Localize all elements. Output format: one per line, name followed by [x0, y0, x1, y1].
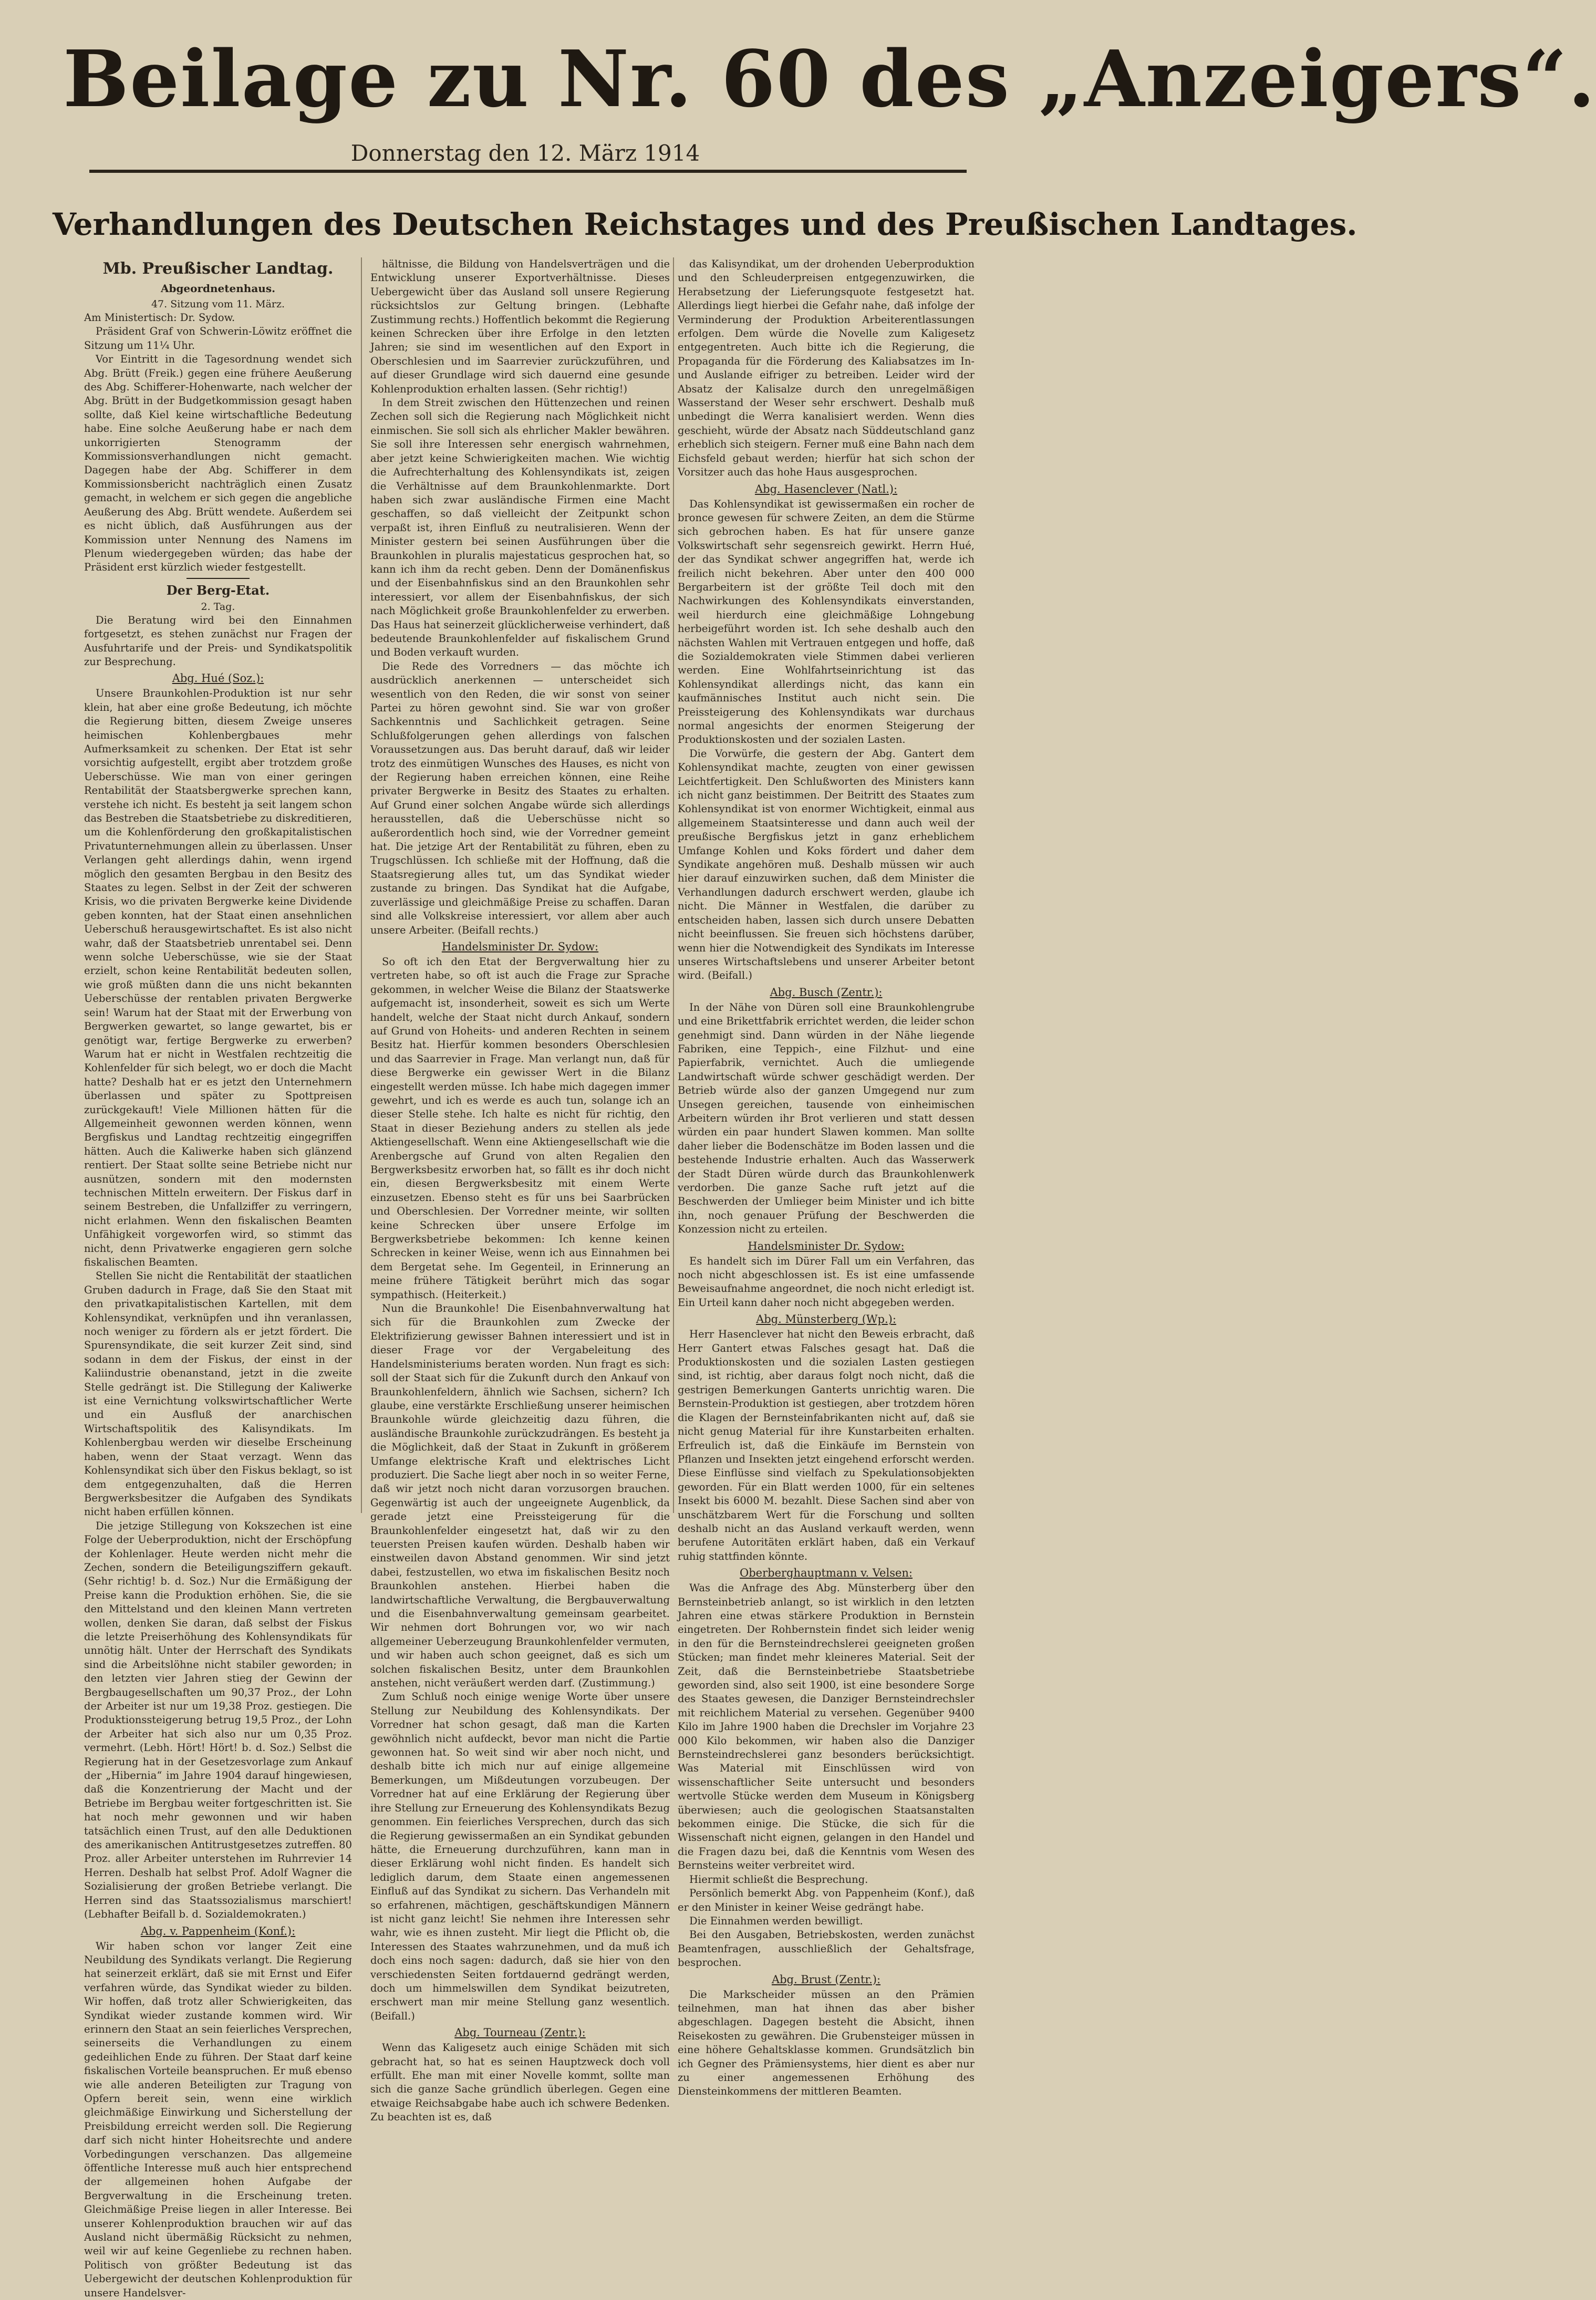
- col2-paragraphs: [370, 257, 670, 937]
- speaker-paragraphs: [84, 687, 352, 1921]
- column-rule: [361, 257, 362, 1513]
- paragraph: Die Vorwürfe, die gestern der Abg. Gantert dem Kohlensyndikat machte, zeugten von einer gewissen Leichtfertigkeit. Den Schlußworten des Ministers kann ich nicht ganz beistimmen. Der Beitritt des Staates zum Kohlensyndikat ist von enormer Wichtigkeit, einmal aus allgemeinem Staatsinteresse und dann auch weil der preußische Bergfiskus jetzt in ganz erheblichem Umfange Kohlen und Koks fördert und daher dem Syndikate angehören muß. Deshalb müssen wir auch hier darauf einzuwirken suchen, daß dem Minister die Verhandlungen dadurch erschwert werden, glaube ich nicht. Die Männer in Westfalen, die darüber zu entscheiden haben, lassen sich durch unsere Debatten nicht beeinflussen. Sie freuen sich höchstens darüber, wenn hier die Notwendigkeit des Syndikats im Interesse unseres Wirtschaftslebens und unserer Arbeiter betont wird. (Beifall.): [678, 747, 975, 983]
- minister-line: Am Ministertisch: Dr. Sydow.: [84, 311, 352, 325]
- paragraph: Vor Eintritt in die Tagesordnung wendet sich Abg. Brütt (Freik.) gegen eine frühere Aeußerung des Abg. Schifferer-Hohenwarte, nach welcher der Abg. Brütt in der Budgetkommission gesagt haben sollte, daß Kiel keine wirtschaftliche Bedeutung habe. Eine solche Aeußerung habe er nach dem unkorrigierten Stenogramm der Kommissionsverhandlungen nicht gemacht. Dagegen habe der Abg. Schifferer in dem Kommissionsbericht nachträglich einen Zusatz gemacht, in welchem er sich gegen die angebliche Aeußerung des Abg. Brütt wendete. Außerdem sei es nicht üblich, daß Ausführungen aus der Kommission unter Nennung des Namens im Plenum wiedergegeben würden; das habe der Präsident erst kürzlich wieder festgestellt.: [84, 353, 352, 575]
- column-1: [84, 257, 352, 1518]
- president-line: Präsident Graf von Schwerin-Löwitz eröffnet die Sitzung um 11¼ Uhr.: [84, 325, 352, 353]
- paragraph: So oft ich den Etat der Bergverwaltung hier zu vertreten habe, so oft ist auch die Frage zur Sprache gekommen, in welcher Weise die Bilanz der Staatswerke aufgemacht ist, insonderheit, soweit es sich um Werte handelt, welche der Staat nicht durch Ankauf, sondern auf Grund von Hoheits- und anderen Rechten in seinem Besitz hat. Hierfür kommen besonders Oberschlesien und das Saarrevier in Frage. Man verlangt nun, daß für diese Bergwerke ein gewisser Wert in die Bilanz eingestellt werden müsse. Ich habe mich dagegen immer gewehrt, und ich es werde es auch tun, solange ich an dieser Stelle stehe. Ich halte es nicht für richtig, den Staat in dieser Beziehung anders zu stellen als jede Aktiengesellschaft. Wenn eine Aktiengesellschaft wie die Arenbergsche auf Grund von alten Regalien den Bergwerksbesitz erworben hat, so fällt es ihr doch nicht ein, diesen Bergwerksbesitz mit einem Werte einzusetzen. Ebenso steht es für uns bei Saarbrücken und Oberschlesien. Der Vorredner meinte, wir sollten keine Schrecken über unsere Erfolge im Bergwerksbetriebe bekommen: Ich kenne keinen Schrecken in keiner Weise, wenn ich aus Einnahmen bei dem Bergetat sehe. Im Gegenteil, in Erinnerung an meine frühere Tätigkeit berührt mich das sogar sympathisch. (Heiterkeit.): [370, 955, 670, 1302]
- paragraph: Es handelt sich im Dürer Fall um ein Verfahren, das noch nicht abgeschlossen ist. Es ist eine umfassende Beweisaufnahme angeordnet, die noch nicht erledigt ist. Ein Urteil kann daher noch nicht abgegeben werden.: [678, 1255, 975, 1310]
- speaker-paragraphs: [678, 1001, 975, 1237]
- column-rule: [673, 257, 674, 1513]
- divider: [186, 578, 250, 579]
- column-2: [370, 257, 670, 1518]
- paragraph: Wir haben schon vor langer Zeit eine Neubildung des Syndikats verlangt. Die Regierung hat seinerzeit erklärt, daß sie mit Ernst und Eifer verfahren würde, das Syndikat wieder zu bilden. Wir hoffen, daß trotz aller Schwierigkeiten, das Syndikat wieder zustande kommen wird. Wir erinnern den Staat an sein feierliches Versprechen, seinerseits die Verhandlungen zu einem gedeihlichen Ende zu führen. Der Staat darf keine fiskalischen Vorteile beanspruchen. Er muß ebenso wie alle anderen Beteiligten zur Tragung von Opfern bereit sein, wenn eine wirklich gleichmäßige Einwirkung und Sicherstellung der Preisbildung erreicht werden soll. Die Regierung darf sich nicht hinter Hoheitsrechte und andere Vorbedingungen verschanzen. Das allgemeine öffentliche Interesse muß auch hier entsprechend der allgemeinen hohen Aufgabe der Bergverwaltung in die Erscheinung treten. Gleichmäßige Preise liegen in aller Interesse. Bei unserer Kohlenproduktion brauchen wir auf das Ausland nicht übermäßig Rücksicht zu nehmen, weil wir auf keine Gegenliebe zu rechnen haben. Politisch von größter Bedeutung ist das Uebergewicht der deutschen Kohlenproduktion für unsere Handelsver-: [84, 1940, 352, 2300]
- session-line: 47. Sitzung vom 11. März.: [84, 297, 352, 311]
- paragraph: Wenn das Kaligesetz auch einige Schäden mit sich gebracht hat, so hat es seinen Hauptzweck doch voll erfüllt. Ehe man mit einer Novelle kommt, sollte man sich die ganze Sache gründlich überlegen. Gegen eine etwaige Reichsabgabe habe auch ich schwere Bedenken. Zu beachten ist es, daß: [370, 2041, 670, 2124]
- paragraph: Hiermit schließt die Besprechung.: [678, 1873, 975, 1887]
- speaker-paragraphs: [678, 498, 975, 983]
- speaker-name: Handelsminister Dr. Sydow:: [678, 1239, 975, 1253]
- masthead: Beilage zu Nr. 60 des „Anzeigers“.: [63, 32, 967, 126]
- paragraph: Die Markscheider müssen an den Prämien teilnehmen, man hat ihnen das aber bisher abgeschlagen. Dagegen besteht die Absicht, ihnen Reisekosten zu gewähren. Die Grubensteiger müssen in eine höhere Gehaltsklasse kommen. Grundsätzlich bin ich Gegner des Prämiensystems, hier dient es aber nur zu einer angemessenen Erhöhung des Diensteinkommens der mittleren Beamten.: [678, 1988, 975, 2099]
- speaker-name: Abg. Brust (Zentr.):: [678, 1972, 975, 1987]
- dateline: Donnerstag den 12. März 1914: [0, 139, 1051, 168]
- etat-heading: Der Berg-Etat.: [84, 582, 352, 599]
- paragraph: Das Kohlensyndikat ist gewissermaßen ein rocher de bronce gewesen für schwere Zeiten, an dem die Stürme sich gebrochen haben. Es hat für unsere ganze Volkswirtschaft sehr segensreich gewirkt. Herrn Hué, der das Syndikat schwer angegriffen hat, werde ich freilich nicht bekehren. Aber unter den 400 000 Bergarbeitern ist der größte Teil doch mit den Nachwirkungen des Kohlensyndikats einverstanden, weil hierdurch eine gleichmäßige Lohngebung herbeigeführt worden ist. Ich sehe deshalb auch den nächsten Wahlen mit Vertrauen entgegen und hoffe, daß die Sozialdemokraten viele Stimmen dabei verlieren werden. Eine Wohlfahrtseinrichtung ist das Kohlensyndikat allerdings nicht, das kann ein kaufmännisches Institut auch nicht sein. Die Preissteigerung des Kohlensyndikats war durchaus normal angesichts der enormen Steigerung der Produktionskosten und der sozialen Lasten.: [678, 498, 975, 747]
- section-title: Verhandlungen des Deutschen Reichstages und des Preußischen Landtages.: [53, 202, 998, 246]
- speaker-paragraphs: [678, 1255, 975, 1310]
- paragraph: Was die Anfrage des Abg. Münsterberg über den Bernsteinbetrieb anlangt, so ist wirklich in den letzten Jahren eine etwas stärkere Produktion in Bernstein eingetreten. Der Rohbernstein findet sich leider wenig in den für die Bernsteindrechslerei geeigneten großen Stücken; man findet mehr kleineres Material. Seit der Zeit, daß die Bernsteinbetriebe Staatsbetriebe geworden sind, also seit 1900, ist eine besondere Sorge des Staates gewesen, die Danziger Bernsteindrechsler mit reichlichem Material zu versehen. Gegenüber 9400 Kilo im Jahre 1900 haben die Drechsler im Vorjahre 23 000 Kilo bekommen, wir haben also die Danziger Bernsteindrechslerei ganz besonders berücksichtigt. Was Material mit Einschlüssen wird von wissenschaftlicher Seite untersucht und besonders wertvolle Stücke werden dem Museum in Königsberg überwiesen; auch die geologischen Staatsanstalten bekommen einige. Die Stücke, die sich für die Wissenschaft nicht eignen, gelangen in den Handel und die Fragen dazu bei, daß die Kenntnis vom Wesen des Bernsteins weiter verbreitet wird.: [678, 1581, 975, 1873]
- column-3: [678, 257, 975, 1518]
- speaker-paragraphs: [678, 1328, 975, 1563]
- landtag-heading: Mb. Preußischer Landtag.: [84, 258, 352, 279]
- paragraph: Stellen Sie nicht die Rentabilität der staatlichen Gruben dadurch in Frage, daß Sie den Staat mit den privatkapitalistischen Kartellen, mit dem Kohlensyndikat, verknüpfen und ihn veranlassen, noch weniger zu fördern als er jetzt fördert. Die Spurensyndikate, die seit kurzer Zeit sind, sind sodann in dem der Fiskus, der einst in der Kaliindustrie obenanstand, jetzt in die zweite Stelle gedrängt ist. Die Stillegung der Kaliwerke ist eine Vernichtung volkswirtschaftlicher Werte und ein Ausfluß der anarchischen Wirtschaftspolitik des Kalisyndikats. Im Kohlenbergbau werden wir dieselbe Erscheinung haben, wenn der Staat verzagt. Wenn das Kohlensyndikat sich über den Fiskus beklagt, so ist dem entgegenzuhalten, daß die Herren Bergwerksbesitzer die Aufgaben des Syndikats nicht haben erfüllen können.: [84, 1269, 352, 1519]
- speaker-name: Abg. Münsterberg (Wp.):: [678, 1312, 975, 1327]
- header-rule: [89, 170, 967, 173]
- paragraph: Die Rede des Vorredners — das möchte ich ausdrücklich anerkennen — unterscheidet sich wesentlich von den Reden, die wir sonst von seiner Partei zu hören gewohnt sind. Sie war von großer Sachkenntnis und Sachlichkeit getragen. Seine Schlußfolgerungen gehen allerdings von falschen Voraussetzungen aus. Das beruht darauf, daß wir leider trotz des einmütigen Wunsches des Hauses, es nicht von der Regierung haben erreichen können, eine Reihe privater Bergwerke in Besitz des Staates zu erhalten. Auf Grund einer solchen Angabe würde sich allerdings herausstellen, daß die Ueberschüsse nicht so außerordentlich hoch sind, wie der Vorredner gemeint hat. Die jetzige Art der Rentabilität zu führen, eben zu Trugschlüssen. Ich schließe mit der Hoffnung, daß die Staatsregierung alles tut, um das Syndikat wieder zustande zu bringen. Das Syndikat hat die Aufgabe, zuverlässige und gleichmäßige Preise zu schaffen. Daran sind alle Volkskreise interessiert, vor allem aber auch unsere Arbeiter. (Beifall rechts.): [370, 660, 670, 937]
- paragraph: Nun die Braunkohle! Die Eisenbahnverwaltung hat sich für die Braunkohlen zum Zwecke der Elektrifizierung gewisser Bahnen interessiert und ist in dieser Frage vor der Vergabeleitung des Handelsministeriums beraten worden. Nun fragt es sich: soll der Staat sich für die Zukunft durch den Ankauf von Braunkohlenfeldern, ähnlich wie Sachsen, sichern? Ich glaube, eine verstärkte Erschließung unserer heimischen Braunkohle würde gleichzeitig dazu führen, die ausländische Braunkohle zurückzudrängen. Es besteht ja die Möglichkeit, daß der Staat in Zukunft in größerem Umfange elektrische Kraft und elektrisches Licht produziert. Die Sache liegt aber noch in so weiter Ferne, daß wir jetzt noch nicht daran vorzusorgen brauchen. Gegenwärtig ist auch der ungeeignete Augenblick, da gerade jetzt eine Preissteigerung für die Braunkohlenfelder eingesetzt hat, daß wir zu den teuersten Preisen kaufen würden. Deshalb haben wir einstweilen davon Abstand genommen. Wir sind jetzt dabei, festzustellen, wo etwa im fiskalischen Besitz noch Braunkohlen anstehen. Hierbei haben die landwirtschaftliche Verwaltung, die Bergbauverwaltung und die Eisenbahnverwaltung gemeinsam gearbeitet. Wir nehmen dort Bohrungen vor, wo wir nach allgemeiner Ueberzeugung Braunkohlenfelder vermuten, und wir haben auch schon geeignet, daß es sich um solchen fiskalischen Besitz, unter dem Braunkohlen anstehen, nicht veräußert werden darf. (Zustimmung.): [370, 1302, 670, 1690]
- speaker-paragraphs: [678, 1581, 975, 1970]
- speaker-name: Oberberghauptmann v. Velsen:: [678, 1566, 975, 1580]
- newspaper-page: [0, 0, 1051, 1535]
- paragraph: Die jetzige Stillegung von Kokszechen ist eine Folge der Ueberproduktion, nicht der Erschöpfung der Kohlenlager. Heute werden nicht mehr die Zechen, sondern die Beteiligungsziffern gekauft. (Sehr richtig! b. d. Soz.) Nur die Ermäßigung der Preise kann die Produktion erhöhen. Sie, die sie den Mittelstand und den kleinen Mann vertreten wollen, denken Sie daran, daß selbst der Fiskus die letzte Preiserhöhung des Kohlensyndikats für unnötig hält. Unter der Herrschaft des Syndikats sind die Arbeitslöhne nicht stabiler geworden; in den letzten vier Jahren stieg der Gewinn der Bergbaugesellschaften um 90,37 Proz., der Lohn der Arbeiter ist nur um 19,38 Proz. gestiegen. Die Produktionssteigerung betrug 19,5 Proz., der Lohn der Arbeiter hat sich also nur um 0,35 Proz. vermehrt. (Lebh. Hört! Hört! b. d. Soz.) Selbst die Regierung hat in der Gesetzesvorlage zum Ankauf der „Hibernia“ im Jahre 1904 darauf hingewiesen, daß die Konzentrierung der Macht und der Betriebe im Bergbau weiter fortgeschritten ist. Sie hat noch mehr gewonnen und wir haben tatsächlich einen Trust, auf den alle Deduktionen des amerikanischen Antitrustgesetzes zutreffen. 80 Proz. aller Arbeiter unterstehen im Ruhrrevier 14 Herren. Deshalb hat selbst Prof. Adolf Wagner die Sozialisierung der großen Betriebe verlangt. Die Herren sind das Staatssozialismus marschiert! (Lebhafter Beifall b. d. Sozialdemokraten.): [84, 1519, 352, 1922]
- paragraph: Unsere Braunkohlen-Produktion ist nur sehr klein, hat aber eine große Bedeutung, ich möchte die Regierung bitten, diesem Zweige unseres heimischen Kohlenbergbaues mehr Aufmerksamkeit zu schenken. Der Etat ist sehr vorsichtig aufgestellt, ergibt aber trotzdem große Ueberschüsse. Wie man von einer geringen Rentabilität der Staatsbergwerke sprechen kann, verstehe ich nicht. Es besteht ja seit langem schon das Bestreben die Staatsbetriebe zu diskreditieren, um die Kohlenförderung den großkapitalistischen Privatunternehmungen allein zu überlassen. Unser Verlangen geht allerdings dahin, wenn irgend möglich den gesamten Bergbau in den Besitz des Staates zu legen. Selbst in der Zeit der schweren Krisis, wo die privaten Bergwerke keine Dividende geben konnten, hat der Staat einen ansehnlichen Ueberschuß herausgewirtschaftet. Es ist also nicht wahr, daß der Staatsbetrieb unrentabel sei. Denn wenn solche Ueberschüsse, wie sie der Staat erzielt, schon keine Rentabilität bedeuten sollen, wie groß müßten dann die uns nicht bekannten Ueberschüsse der rentablen privaten Bergwerke sein! Warum hat der Staat mit der Erwerbung von Bergwerken gewartet, so lange gewartet, bis er genötigt war, fertige Bergwerke zu erwerben? Warum hat er nicht in Westfalen rechtzeitig die Kohlenfelder für sich belegt, wo er doch die Macht hatte? Deshalb hat er es jetzt den Unternehmern überlassen und später zu Spottpreisen zurückgekauft! Viele Millionen hätten für die Allgemeinheit gewonnen werden können, wenn Bergfiskus und Landtag rechtzeitig eingegriffen hätten. Auch die Kaliwerke haben sich glänzend rentiert. Der Staat sollte seine Betriebe nicht nur ausnützen, sondern mit den modernsten technischen Mitteln erweitern. Der Fiskus darf in seinem Bestreben, die Unfallziffer zu verringern, nicht erlahmen. Wenn den fiskalischen Beamten Unfähigkeit vorgeworfen wird, so stimmt das nicht, denn Privatwerke engagieren gern solche fiskalischen Beamten.: [84, 687, 352, 1269]
- paragraph: In dem Streit zwischen den Hüttenzechen und reinen Zechen soll sich die Regierung nach Möglichkeit nicht einmischen. Sie soll sich als ehrlicher Makler bewähren. Sie soll ihre Interessen sehr energisch wahrnehmen, aber jetzt keine Schwierigkeiten machen. Wie wichtig die Aufrechterhaltung des Kohlensyndikats ist, zeigen die Verhältnisse auf dem Braunkohlenmarkte. Dort haben sich zwar ausländische Firmen eine Macht geschaffen, so daß vielleicht der Zeitpunkt schon verpaßt ist, ihren Einfluß zu neutralisieren. Wenn der Minister gestern bei seinen Ausführungen über die Braunkohlen in pluralis majestaticus gesprochen hat, so kann ich ihm da recht geben. Denn der Domänenfiskus und der Eisenbahnfiskus sind an den Braunkohlen sehr interessiert, vor allem der Eisenbahnfiskus, der sich nach Möglichkeit große Braunkohlenfelder zu erwerben. Das Haus hat seinerzeit glücklicherweise verhindert, daß bedeutende Braunkohlenfelder auf fiskalischem Grund und Boden verkauft wurden.: [370, 396, 670, 660]
- speaker-paragraphs: [370, 2041, 670, 2124]
- paragraph: das Kalisyndikat, um der drohenden Ueberproduktion und den Schleuderpreisen entgegenzuwirken, die Herabsetzung der Lieferungsquote festgesetzt hat. Allerdings liegt hierbei die Gefahr nahe, daß infolge der Verminderung der Produktion Arbeiterentlassungen erfolgen. Dem würde die Novelle zum Kaligesetz entgegentreten. Auch bitte ich die Regierung, die Propaganda für die Förderung des Kaliabsatzes im In- und Auslande eifriger zu betreiben. Leider wird der Absatz der Kalisalze durch den unregelmäßigen Wasserstand der Weser sehr erschwert. Deshalb muß unbedingt die Werra kanalisiert werden. Wenn dies geschieht, würde der Absatz nach Süddeutschland ganz erheblich sich steigern. Ferner muß eine Bahn nach dem Eichsfeld gebaut werden; hierfür hat sich schon der Vorsitzer auch das hohe Haus ausgesprochen.: [678, 257, 975, 480]
- col1-paragraphs: [84, 353, 352, 575]
- speaker-paragraphs: [678, 1988, 975, 2099]
- col3-paragraphs: [678, 257, 975, 480]
- speaker-paragraphs: [370, 955, 670, 2023]
- paragraph: In der Nähe von Düren soll eine Braunkohlengrube und eine Brikettfabrik errichtet werden, die leider schon genehmigt sind. Dann würden in der Nähe liegende Fabriken, eine Teppich-, eine Filzhut- und eine Papierfabrik, vernichtet. Auch die umliegende Landwirtschaft würde schwer geschädigt werden. Der Betrieb würde also der ganzen Umgegend nur zum Unsegen gereichen, tausende von einheimischen Arbeitern würden ihr Brot verlieren und statt dessen würden ein paar hundert Slawen kommen. Man sollte daher lieber die Bodenschätze im Boden lassen und die bestehende Industrie erhalten. Auch das Wasserwerk der Stadt Düren würde durch das Braunkohlenwerk verdorben. Die ganze Sache ruft jetzt auf die Beschwerden der Umlieger beim Minister und ich bitte ihn, noch genauer Prüfung der Beschwerden die Konzession nicht zu erteilen.: [678, 1001, 975, 1237]
- subheading: Abgeordnetenhaus.: [84, 282, 352, 295]
- etat-intro: Die Beratung wird bei den Einnahmen fortgesetzt, es stehen zunächst nur Fragen der Ausfuhrtarife und der Preis- und Syndikatspolitik zur Besprechung.: [84, 614, 352, 669]
- paragraph: hältnisse, die Bildung von Handelsverträgen und die Entwicklung unserer Exportverhältnisse. Dieses Uebergewicht über das Ausland soll unsere Regierung rücksichtslos zur Geltung bringen. (Lebhafte Zustimmung rechts.) Hoffentlich bekommt die Regierung keinen Schrecken über ihre Erfolge in den letzten Jahren; sie sind im wesentlichen auf den Export in Oberschlesien und im Saarrevier zurückzuführen, und auf dieser Grundlage wird sich dauernd eine gesunde Kohlenproduktion erhalten lassen. (Sehr richtig!): [370, 257, 670, 396]
- speaker-name: Abg. v. Pappenheim (Konf.):: [84, 1924, 352, 1939]
- etat-day: 2. Tag.: [84, 600, 352, 614]
- speaker-name: Abg. Hasenclever (Natl.):: [678, 482, 975, 496]
- paragraph: Zum Schluß noch einige wenige Worte über unsere Stellung zur Neubildung des Kohlensyndikats. Der Vorredner hat schon gesagt, daß man die Karten gewöhnlich nicht aufdeckt, bevor man nicht die Partie gewonnen hat. So weit sind wir aber noch nicht, und deshalb bitte ich mich nur auf einige allgemeine Bemerkungen, um Mißdeutungen vorzubeugen. Der Vorredner hat auf eine Erklärung der Regierung über ihre Stellung zur Erneuerung des Kohlensyndikats Bezug genommen. Ein feierliches Versprechen, durch das sich die Regierung gewissermaßen an ein Syndikat gebunden hätte, die Erneuerung durchzuführen, kann man in dieser Erklärung wohl nicht finden. Es handelt sich lediglich darum, dem Staate einen angemessenen Einfluß auf das Syndikat zu sichern. Das Verhandeln mit so erfahrenen, mächtigen, geschäftskundigen Männern ist nicht ganz leicht! Sie nehmen ihre Interessen sehr wahr, wie es ihnen zusteht. Mir liegt die Pflicht ob, die Interessen des Staates wahrzunehmen, und da muß ich doch eins noch sagen: dadurch, daß sie hier von den verschiedensten Seiten fortdauernd gedrängt werden, doch um himmelswillen dem Syndikat beizutreten, erschwert man mir meine Stellung ganz wesentlich. (Beifall.): [370, 1690, 670, 2023]
- speaker-name: Abg. Busch (Zentr.):: [678, 985, 975, 1000]
- speaker-paragraphs: [84, 1940, 352, 2300]
- paragraph: Bei den Ausgaben, Betriebskosten, werden zunächst Beamtenfragen, ausschließlich der Gehaltsfrage, besprochen.: [678, 1928, 975, 1970]
- speaker-name: Abg. Hué (Soz.):: [84, 671, 352, 686]
- paragraph: Herr Hasenclever hat nicht den Beweis erbracht, daß Herr Gantert etwas Falsches gesagt hat. Daß die Produktionskosten und die sozialen Lasten gestiegen sind, ist richtig, aber daraus folgt noch nicht, daß die gestrigen Bemerkungen Ganterts unrichtig waren. Die Bernstein-Produktion ist gestiegen, aber trotzdem hören die Klagen der Bernsteinfabrikanten nicht auf, daß sie nicht genug Material für ihre Kunstarbeiten erhalten. Erfreulich ist, daß die Einkäufe im Bernstein von Pflanzen und Insekten jetzt eingehend erforscht werden. Diese Einflüsse sind vielfach zu Spekulationsobjekten geworden. Für ein Blatt werden 1000, für ein seltenes Insekt bis 6000 M. bezahlt. Diese Sachen sind aber von unschätzbarem Wert für die Forschung und sollten deshalb nicht an das Ausland verkauft werden, wenn berufene Autoritäten erklärt haben, daß ein Verkauf ruhig stattfinden könnte.: [678, 1328, 975, 1563]
- speaker-name: Handelsminister Dr. Sydow:: [370, 939, 670, 954]
- paragraph: Die Einnahmen werden bewilligt.: [678, 1914, 975, 1928]
- speaker-name: Abg. Tourneau (Zentr.):: [370, 2025, 670, 2040]
- paragraph: Persönlich bemerkt Abg. von Pappenheim (Konf.), daß er den Minister in keiner Weise gedrängt habe.: [678, 1887, 975, 1914]
